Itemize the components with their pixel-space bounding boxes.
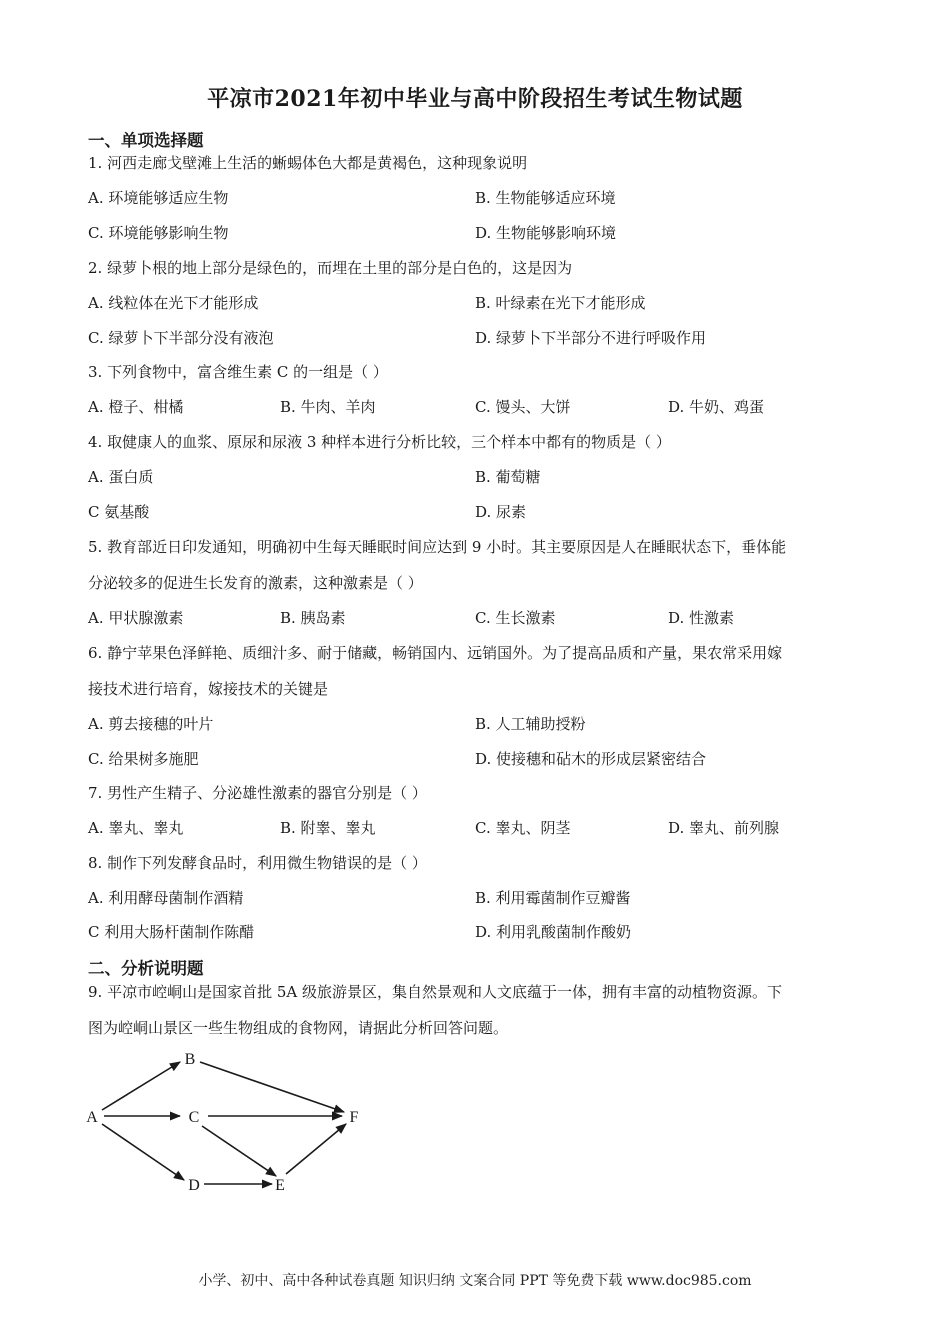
arrow-a-to-d (102, 1124, 184, 1180)
question-3-option-a: A. 橙子、柑橘 (88, 398, 184, 416)
node-c-label: C (188, 1109, 200, 1126)
question-4-stem: 4. 取健康人的血浆、原尿和尿液 3 种样本进行分析比较，三个样本中都有的物质是（ ） (88, 433, 671, 451)
question-8-option-b: B. 利用霉菌制作豆瓣酱 (475, 889, 631, 907)
node-a-label: A (86, 1109, 98, 1126)
question-8-option-d: D. 利用乳酸菌制作酸奶 (475, 923, 632, 941)
page-footer: 小学、初中、高中各种试卷真题 知识归纳 文案合同 PPT 等免费下载 www.doc985.com (198, 1273, 752, 1289)
question-7-option-c: C. 睾丸、阴茎 (475, 819, 571, 837)
question-7-stem: 7. 男性产生精子、分泌雄性激素的器官分别是（ ） (88, 784, 427, 802)
question-1-option-c: C. 环境能够影响生物 (88, 224, 229, 242)
node-d-label: D (188, 1177, 200, 1194)
question-4-option-b: B. 葡萄糖 (475, 468, 541, 486)
question-2-option-b: B. 叶绿素在光下才能形成 (475, 294, 646, 312)
question-6-option-d: D. 使接穗和砧木的形成层紧密结合 (475, 750, 707, 768)
question-7-option-d: D. 睾丸、前列腺 (668, 819, 780, 837)
question-1-option-d: D. 生物能够影响环境 (475, 224, 617, 242)
question-6-option-a: A. 剪去接穗的叶片 (88, 715, 214, 733)
section-heading-analysis: 二、分析说明题 (88, 959, 204, 978)
question-8-option-a: A. 利用酵母菌制作酒精 (88, 889, 244, 907)
question-5-option-d: D. 性激素 (668, 609, 735, 627)
question-6-option-c: C. 给果树多施肥 (88, 750, 199, 768)
question-5-stem-line-2: 分泌较多的促进生长发育的激素，这种激素是（ ） (88, 574, 423, 592)
question-2-option-c: C. 绿萝卜下半部分没有液泡 (88, 329, 274, 347)
question-4-option-d: D. 尿素 (475, 503, 527, 521)
node-b-label: B (184, 1051, 196, 1068)
page-title: 平凉市2021年初中毕业与高中阶段招生考试生物试题 (207, 86, 743, 112)
question-3-stem: 3. 下列食物中，富含维生素 C 的一组是（ ） (88, 363, 388, 381)
food-web-diagram (80, 1040, 380, 1200)
question-9-stem-line-2: 图为崆峒山景区一些生物组成的食物网，请据此分析回答问题。 (88, 1019, 509, 1037)
question-6-stem-line-1: 6. 静宁苹果色泽鲜艳、质细汁多、耐于储藏，畅销国内、远销国外。为了提高品质和产量，果农常采用嫁 (88, 644, 783, 662)
question-1-option-b: B. 生物能够适应环境 (475, 189, 616, 207)
question-5-option-a: A. 甲状腺激素 (88, 609, 184, 627)
question-2-option-a: A. 线粒体在光下才能形成 (88, 294, 259, 312)
question-8-stem: 8. 制作下列发酵食品时，利用微生物错误的是（ ） (88, 854, 427, 872)
arrow-c-to-e (202, 1126, 276, 1176)
question-1-stem: 1. 河西走廊戈壁滩上生活的蜥蜴体色大都是黄褐色，这种现象说明 (88, 154, 528, 172)
question-5-option-b: B. 胰岛素 (280, 609, 346, 627)
question-3-option-b: B. 牛肉、羊肉 (280, 398, 376, 416)
question-6-stem-line-2: 接技术进行培育，嫁接技术的关键是 (88, 680, 329, 698)
question-2-option-d: D. 绿萝卜下半部分不进行呼吸作用 (475, 329, 707, 347)
question-7-option-a: A. 睾丸、睾丸 (88, 819, 184, 837)
question-6-option-b: B. 人工辅助授粉 (475, 715, 586, 733)
node-f-label: F (349, 1109, 359, 1126)
question-4-option-a: A. 蛋白质 (88, 468, 154, 486)
question-3-option-c: C. 馒头、大饼 (475, 398, 571, 416)
node-e-label: E (275, 1177, 285, 1194)
question-4-option-c: C 氨基酸 (88, 503, 150, 521)
section-heading-single-choice: 一、单项选择题 (88, 131, 204, 150)
question-5-option-c: C. 生长激素 (475, 609, 556, 627)
question-1-option-a: A. 环境能够适应生物 (88, 189, 229, 207)
question-9-stem-line-1: 9. 平凉市崆峒山是国家首批 5A 级旅游景区，集自然景观和人文底蕴于一体，拥有丰富的动植物资源。下 (88, 983, 782, 1001)
question-5-stem-line-1: 5. 教育部近日印发通知，明确初中生每天睡眠时间应达到 9 小时。其主要原因是人在睡眠状态下，垂体能 (88, 538, 787, 556)
arrow-e-to-f (286, 1124, 346, 1174)
question-2-stem: 2. 绿萝卜根的地上部分是绿色的，而埋在土里的部分是白色的，这是因为 (88, 259, 573, 277)
arrow-b-to-f (200, 1062, 344, 1112)
question-7-option-b: B. 附睾、睾丸 (280, 819, 376, 837)
arrow-a-to-b (102, 1062, 180, 1110)
question-8-option-c: C 利用大肠杆菌制作陈醋 (88, 923, 255, 941)
question-3-option-d: D. 牛奶、鸡蛋 (668, 398, 765, 416)
